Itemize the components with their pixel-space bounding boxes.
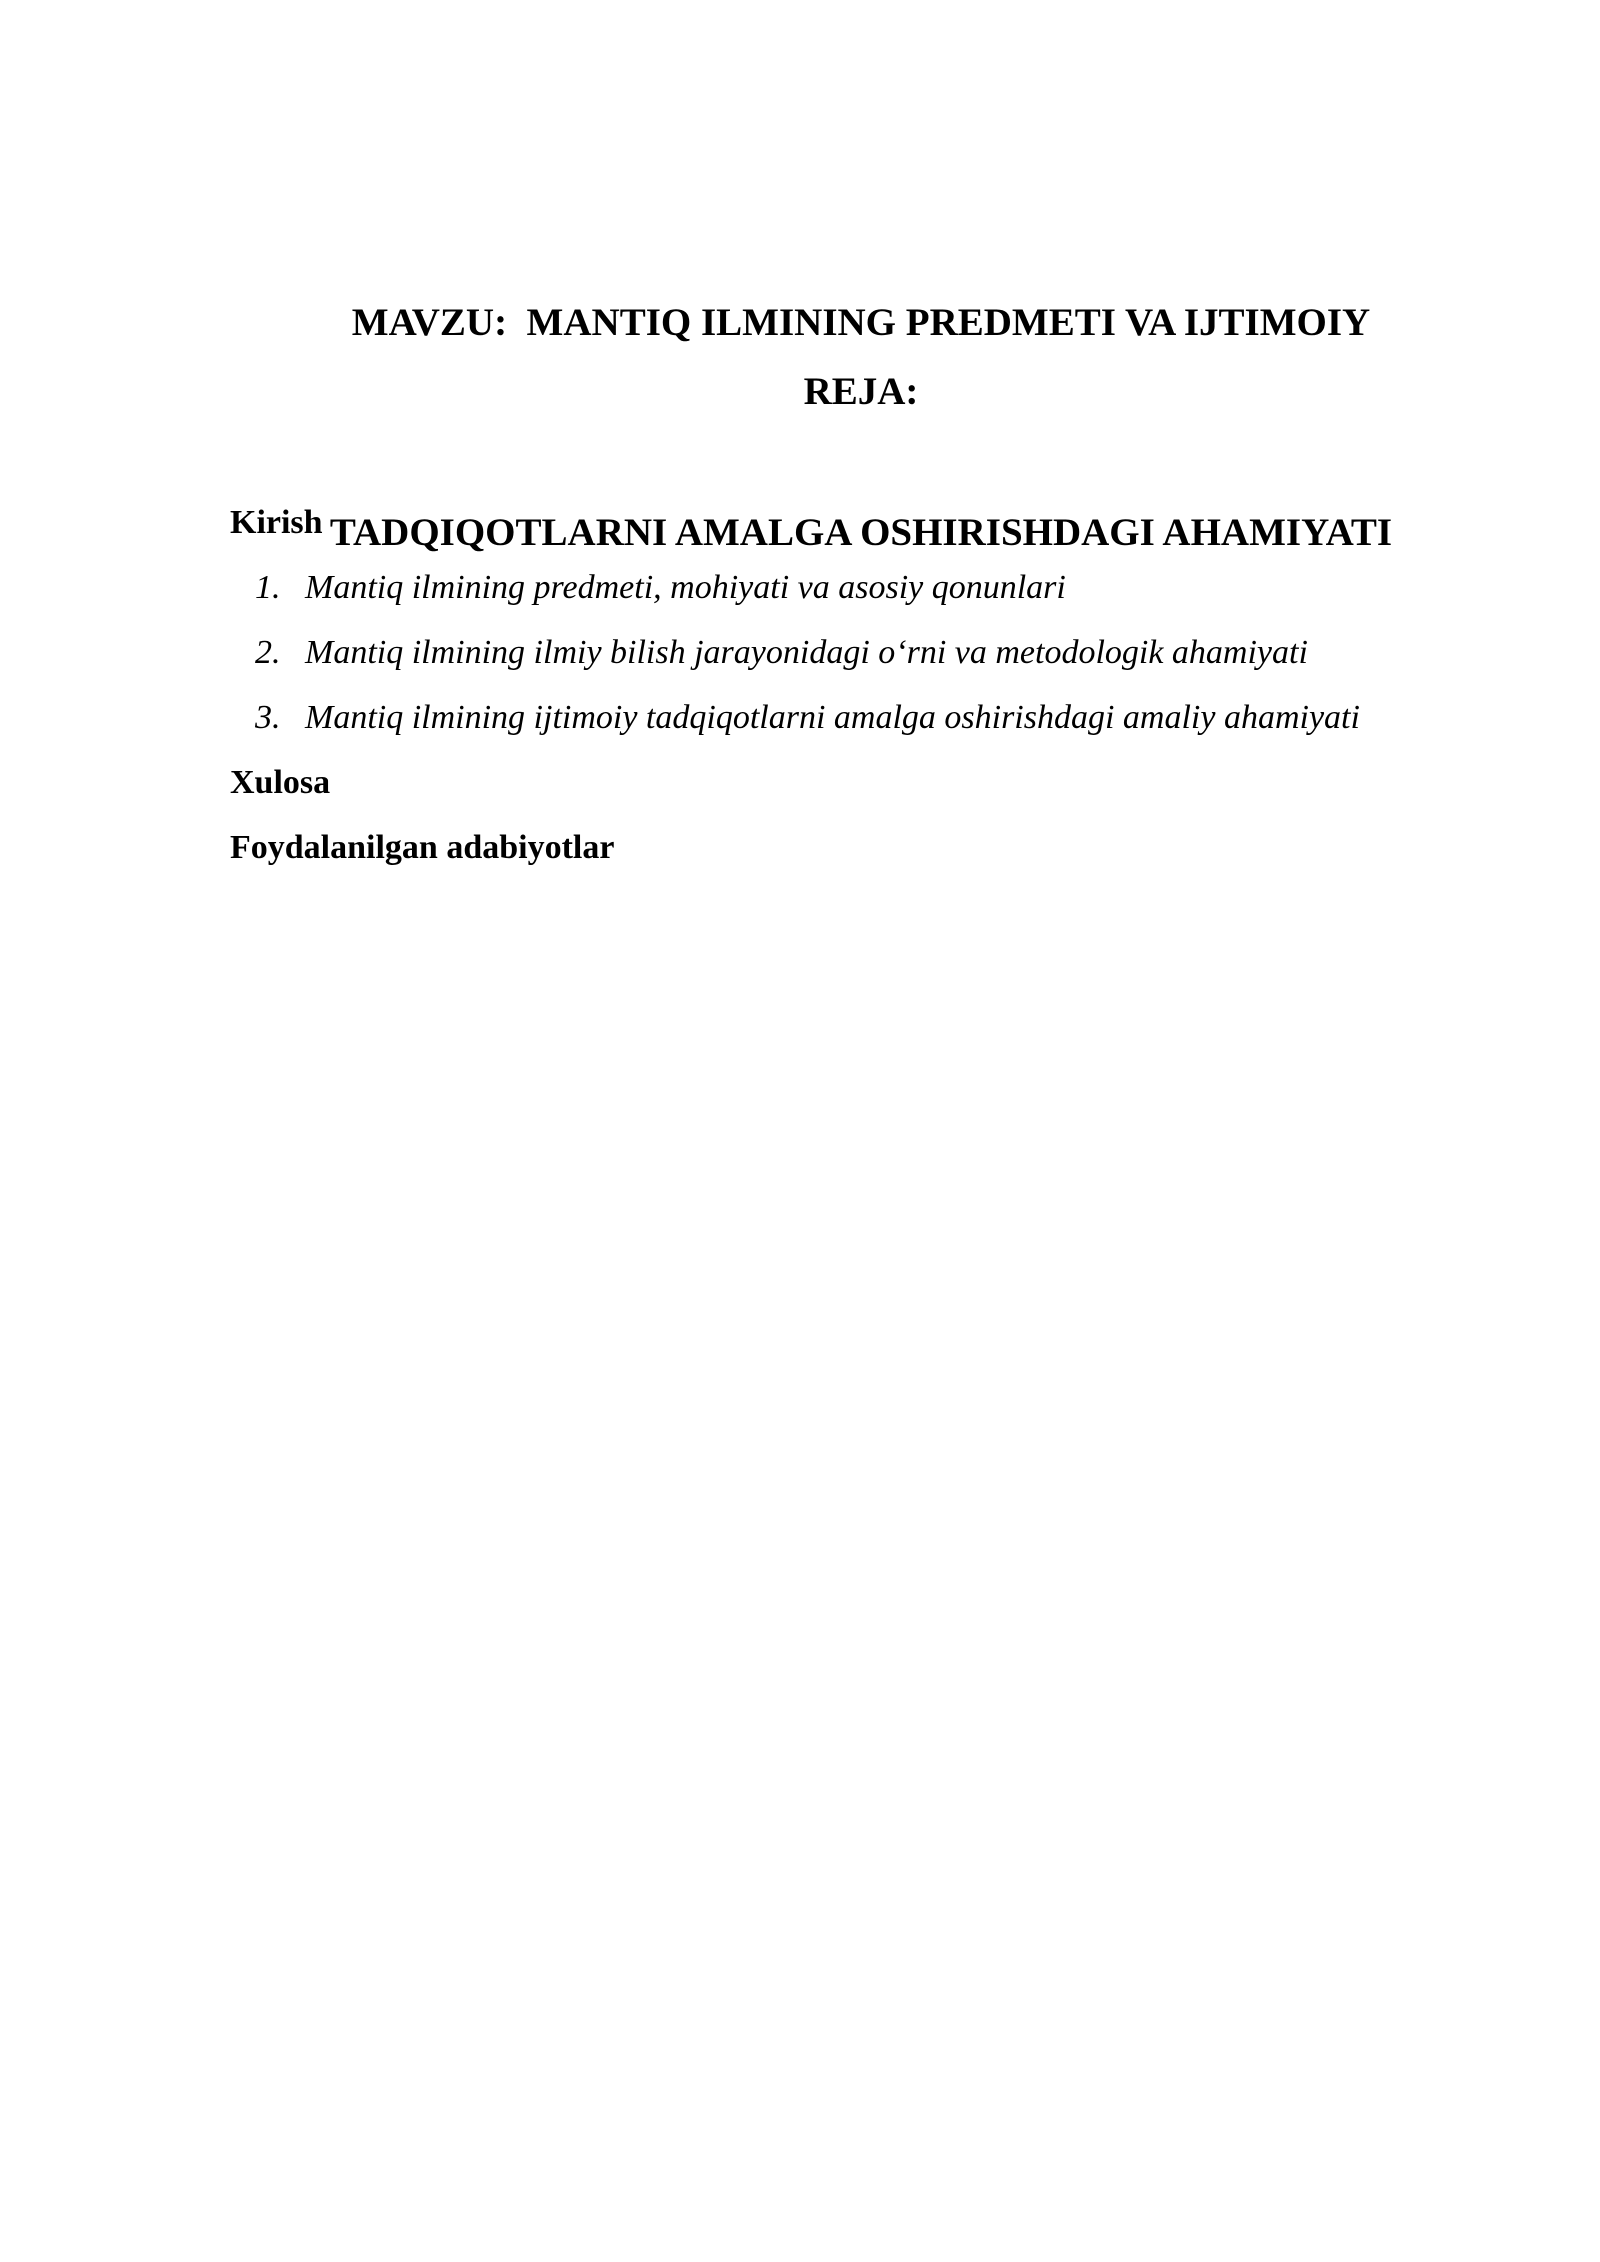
list-item-text: Mantiq ilmining ilmiy bilish jarayonidagi o‘rni va metodologik ahamiyati <box>305 634 1308 671</box>
title-line-2: TADQIQOTLARNI AMALGA OSHIRISHDAGI AHAMIYATI <box>329 511 1393 554</box>
list-item-number: 2. <box>255 634 281 671</box>
list-item-text: Mantiq ilmining predmeti, mohiyati va asosiy qonunlari <box>305 569 1066 606</box>
list-item <box>230 620 1530 685</box>
plan-heading: REJA: <box>803 370 919 413</box>
plan-list <box>230 555 1530 750</box>
conclusion-item: Xulosa <box>230 764 331 801</box>
list-item <box>230 685 1530 750</box>
list-item-text: Mantiq ilmining ijtimoiy tadqiqotlarni amalga oshirishdagi amaliy ahamiyati <box>305 699 1360 736</box>
list-item-number: 1. <box>255 569 281 606</box>
list-item <box>230 555 1530 620</box>
references-item: Foydalanilgan adabiyotlar <box>230 829 615 866</box>
title-line-1: MAVZU: MANTIQ ILMINING PREDMETI VA IJTIMOIY <box>351 301 1371 344</box>
intro-item: Kirish <box>230 504 323 541</box>
list-item-number: 3. <box>255 699 281 736</box>
plan-outline <box>230 490 1530 880</box>
